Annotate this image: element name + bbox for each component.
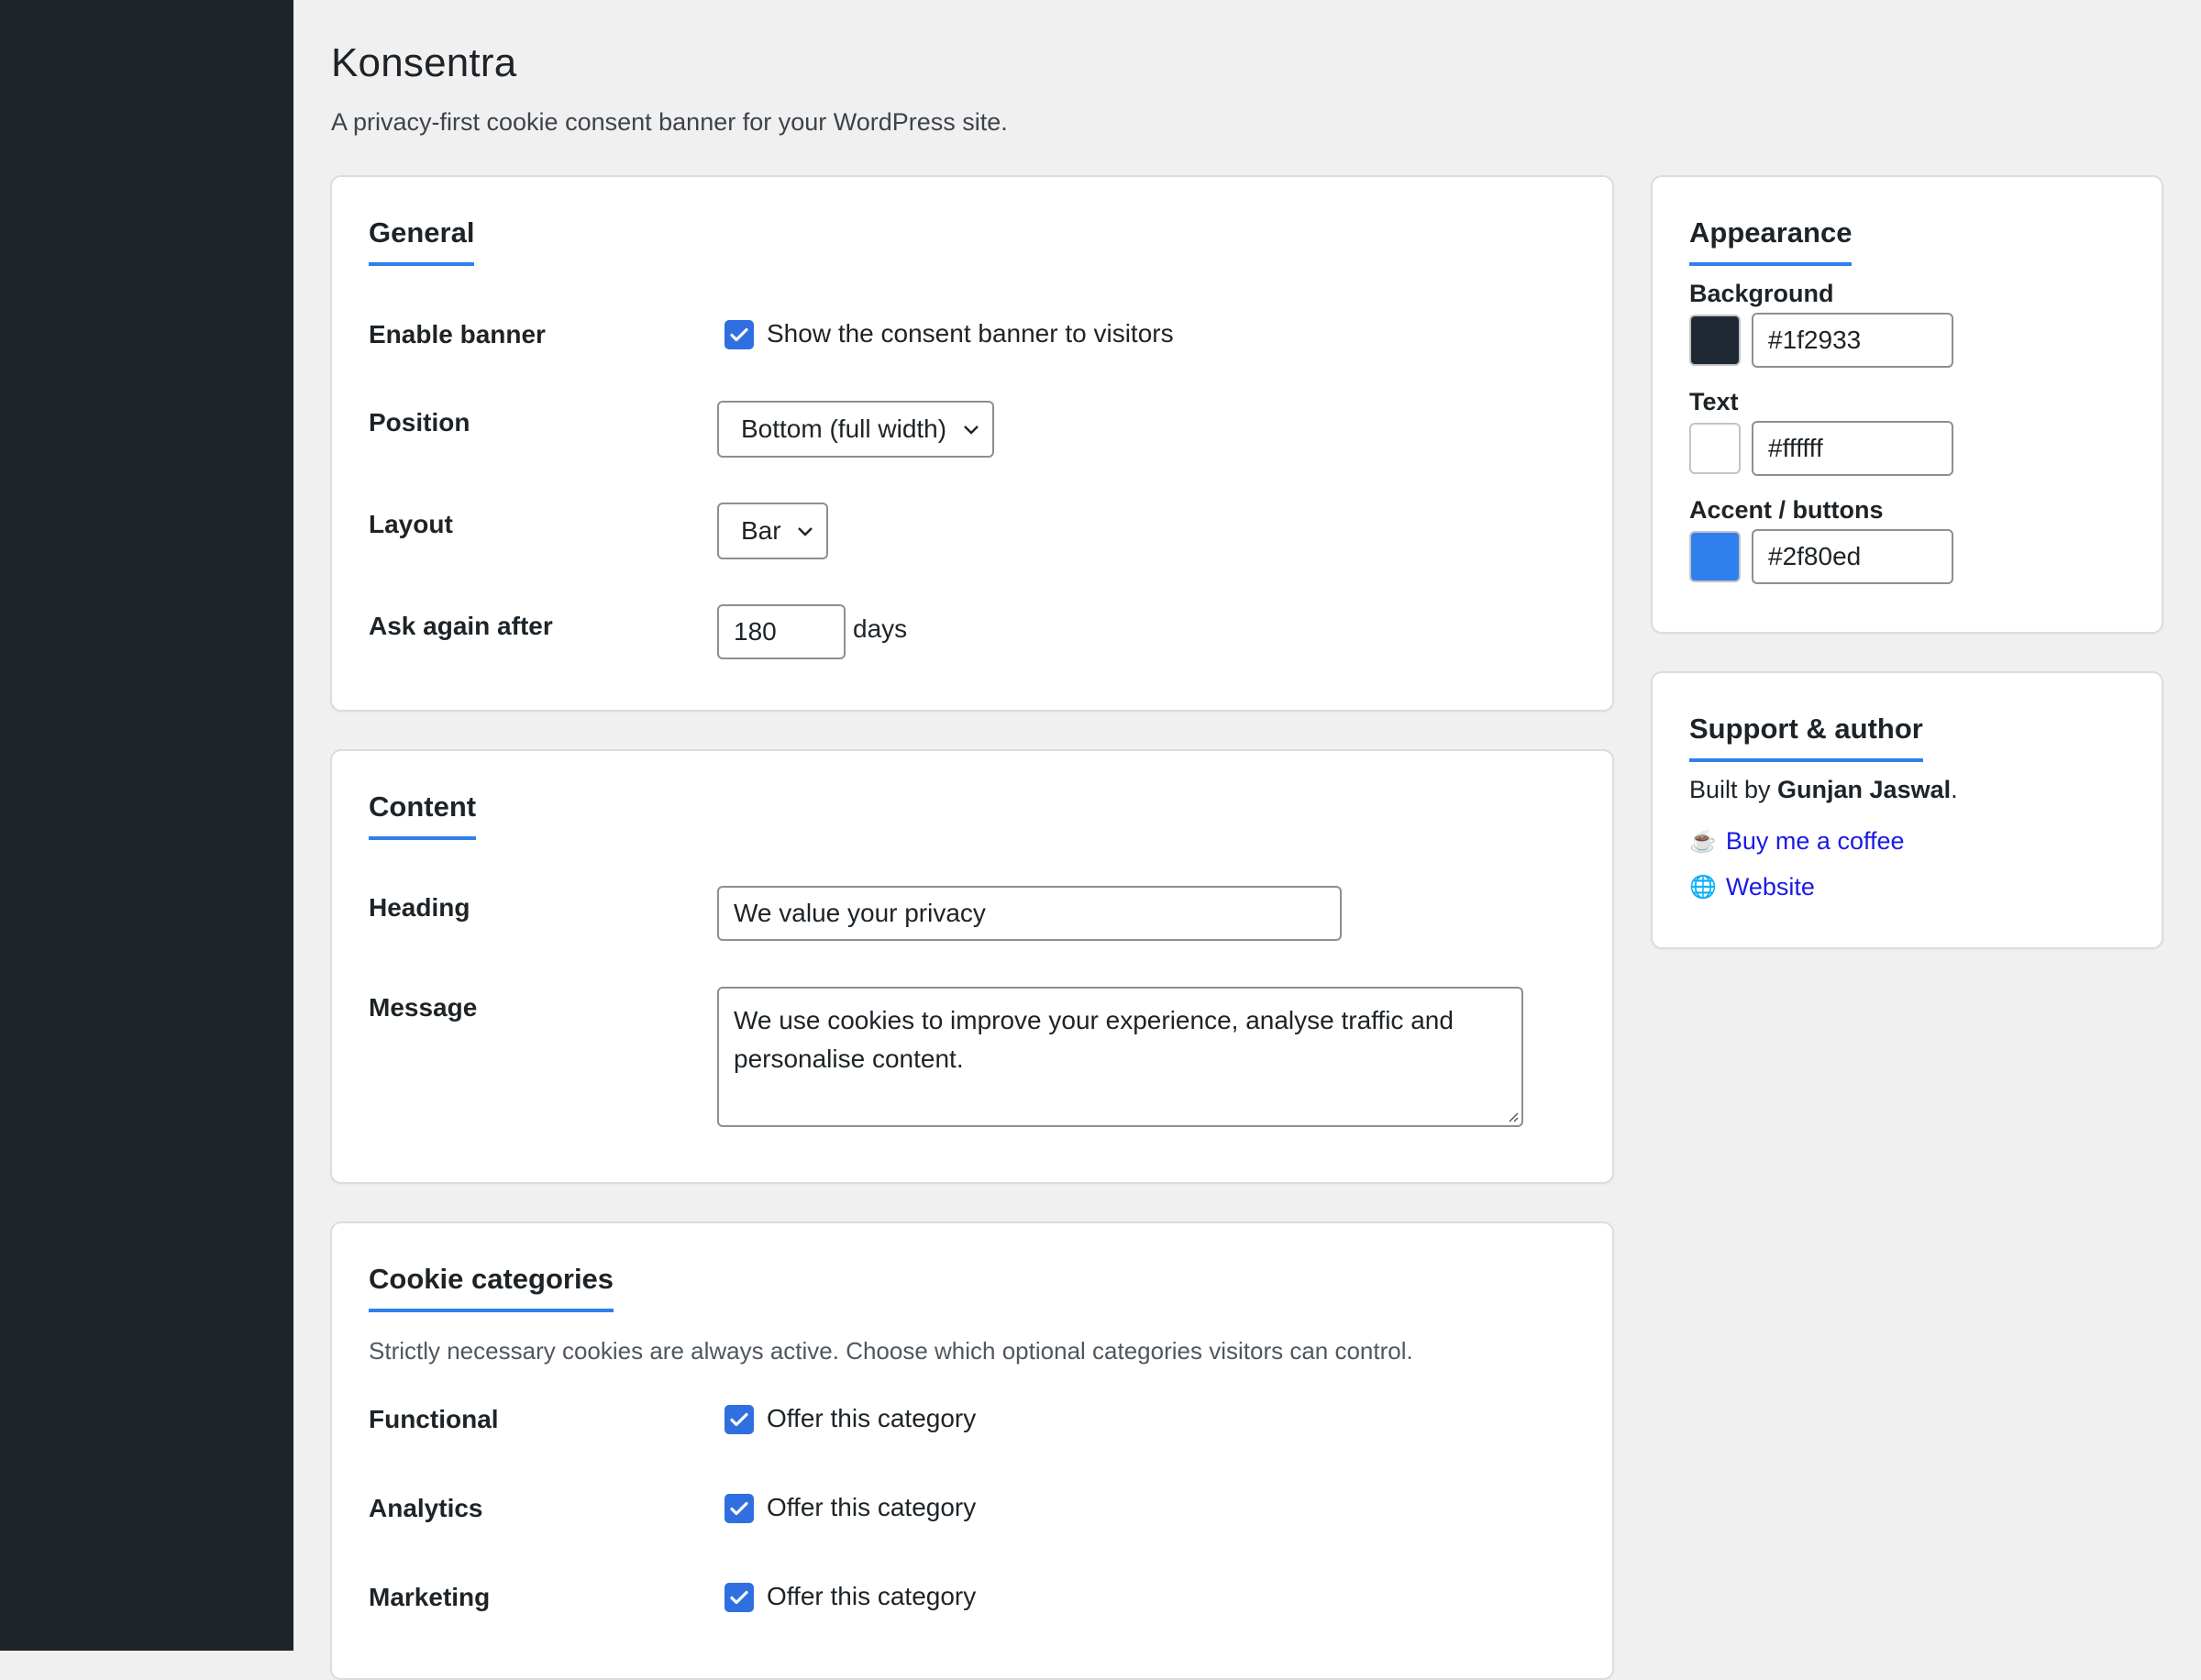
buy-coffee-link[interactable]: Buy me a coffee	[1725, 827, 1905, 855]
general-card	[330, 175, 1614, 712]
appearance-title: Appearance	[1689, 216, 1852, 266]
support-card	[1651, 671, 2163, 949]
checkmark-icon	[728, 1409, 750, 1431]
ask-again-label: Ask again after	[369, 612, 553, 640]
category-checkbox-label-analytics[interactable]: Offer this category	[767, 1493, 977, 1521]
content-card	[330, 749, 1614, 1184]
category-checkbox-functional[interactable]	[724, 1405, 754, 1434]
cookie-categories-title: Cookie categories	[369, 1262, 614, 1312]
coffee-icon: ☕	[1689, 829, 1717, 854]
ask-again-unit: days	[853, 614, 908, 643]
category-checkbox-label-marketing[interactable]: Offer this category	[767, 1582, 977, 1610]
built-by-text	[1689, 776, 1958, 804]
buy-coffee-link-row	[1689, 827, 1905, 856]
heading-label: Heading	[369, 893, 470, 922]
main-content	[293, 0, 2201, 1651]
background-color-swatch[interactable]	[1689, 315, 1741, 366]
category-label-functional: Functional	[369, 1405, 499, 1433]
support-title: Support & author	[1689, 712, 1923, 762]
admin-sidebar	[0, 0, 293, 1651]
built-by-prefix: Built by	[1689, 776, 1778, 803]
author-name: Gunjan Jaswal	[1777, 776, 1952, 803]
checkmark-icon	[728, 1498, 750, 1520]
accent-color-swatch[interactable]	[1689, 531, 1741, 582]
text-color-swatch[interactable]	[1689, 423, 1741, 474]
chevron-down-icon	[797, 525, 813, 536]
message-text: We use cookies to improve your experience, analyse traffic and personalise content.	[734, 1006, 1454, 1073]
built-by-suffix: .	[1951, 776, 1958, 803]
page-title: Konsentra	[331, 40, 517, 85]
cookie-categories-description: Strictly necessary cookies are always active. Choose which optional categories visitors can control.	[369, 1337, 1413, 1365]
layout-select[interactable]	[717, 503, 828, 559]
enable-banner-checkbox[interactable]	[724, 320, 754, 349]
chevron-down-icon	[963, 424, 979, 435]
checkmark-icon	[728, 324, 750, 346]
message-textarea[interactable]	[717, 987, 1523, 1127]
accent-color-input[interactable]: #2f80ed	[1752, 529, 1953, 584]
position-label: Position	[369, 408, 470, 437]
category-checkbox-analytics[interactable]	[724, 1494, 754, 1523]
position-select[interactable]	[717, 401, 994, 458]
cookie-categories-card	[330, 1221, 1614, 1680]
website-link-row	[1689, 873, 1815, 901]
content-title: Content	[369, 790, 476, 840]
layout-select-value: Bar	[741, 516, 781, 545]
text-color-input[interactable]: #ffffff	[1752, 421, 1953, 476]
position-select-value: Bottom (full width)	[741, 414, 947, 443]
accent-color-label: Accent / buttons	[1689, 496, 1884, 524]
enable-banner-checkbox-label[interactable]: Show the consent banner to visitors	[767, 319, 1174, 348]
category-checkbox-marketing[interactable]	[724, 1583, 754, 1612]
resize-handle-icon[interactable]	[1506, 1110, 1519, 1122]
globe-icon: 🌐	[1689, 875, 1717, 900]
website-link[interactable]: Website	[1725, 873, 1815, 901]
message-label: Message	[369, 993, 478, 1022]
enable-banner-label: Enable banner	[369, 320, 546, 348]
category-label-marketing: Marketing	[369, 1583, 491, 1611]
background-color-input[interactable]: #1f2933	[1752, 313, 1953, 368]
checkmark-icon	[728, 1586, 750, 1608]
appearance-card	[1651, 175, 2163, 634]
page-description: A privacy-first cookie consent banner for your WordPress site.	[331, 108, 1008, 136]
heading-input[interactable]: We value your privacy	[717, 886, 1342, 941]
background-color-label: Background	[1689, 280, 1834, 307]
layout-label: Layout	[369, 510, 453, 538]
text-color-label: Text	[1689, 388, 1739, 415]
ask-again-input[interactable]: 180	[717, 604, 846, 659]
category-label-analytics: Analytics	[369, 1494, 483, 1522]
category-checkbox-label-functional[interactable]: Offer this category	[767, 1404, 977, 1432]
general-title: General	[369, 216, 474, 266]
